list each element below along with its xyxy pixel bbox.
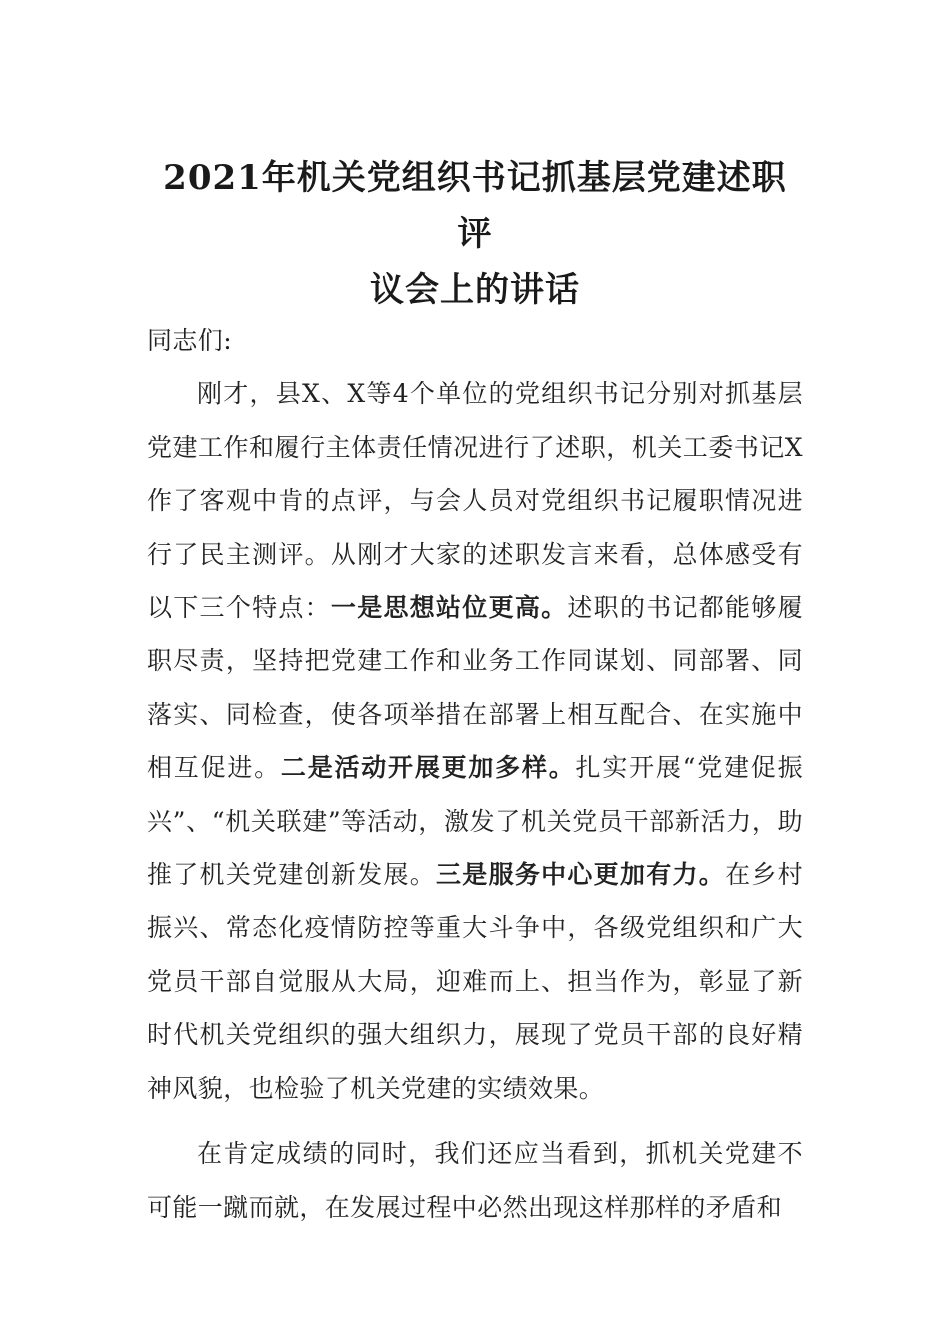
point-2-heading: 二是活动开展更加多样。 (280, 753, 576, 783)
greeting: 同志们: (147, 326, 233, 355)
title-line-2: 议会上的讲话 (370, 270, 580, 310)
document-title (150, 150, 800, 318)
paragraph-1-text-2: 述职的书记都能够履职尽责，坚持把党建工作和业务工作同谋划、同部署、同落实、同检查，使各项举措在部署上相互配合、在实施中相互促进。 (147, 593, 803, 783)
title-line-1: 2021年机关党组织书记抓基层党建述职评 (163, 158, 787, 254)
point-3-heading: 三是服务中心更加有力。 (436, 860, 726, 890)
paragraph-1-text-3: 扎实开展“党建促振兴”、“机关联建”等活动，激发了机关党员干部新活力，助推了机关党建创新发展。 (147, 753, 803, 890)
document-body (147, 314, 803, 1234)
paragraph-1 (147, 367, 803, 1115)
paragraph-2: 在肯定成绩的同时，我们还应当看到，抓机关党建不可能一蹴而就，在发展过程中必然出现这样那样的矛盾和 (147, 1139, 803, 1222)
paragraph-1-text-4: 在乡村振兴、常态化疫情防控等重大斗争中，各级党组织和广大党员干部自觉服从大局，迎难而上、担当作为，彰显了新时代机关党组织的强大组织力，展现了党员干部的良好精神风貌，也检验了机关党建的实绩效果。 (147, 860, 804, 1103)
paragraph-1-text-1: 刚才，县X、X等4个单位的党组织书记分别对抓基层党建工作和履行主体责任情况进行了述职，机关工委书记X作了客观中肯的点评，与会人员对党组织书记履职情况进行了民主测评。从刚才大家的述职发言来看，总体感受有以下三个特点： (147, 379, 803, 623)
point-1-heading: 一是思想站位更高。 (330, 593, 568, 623)
